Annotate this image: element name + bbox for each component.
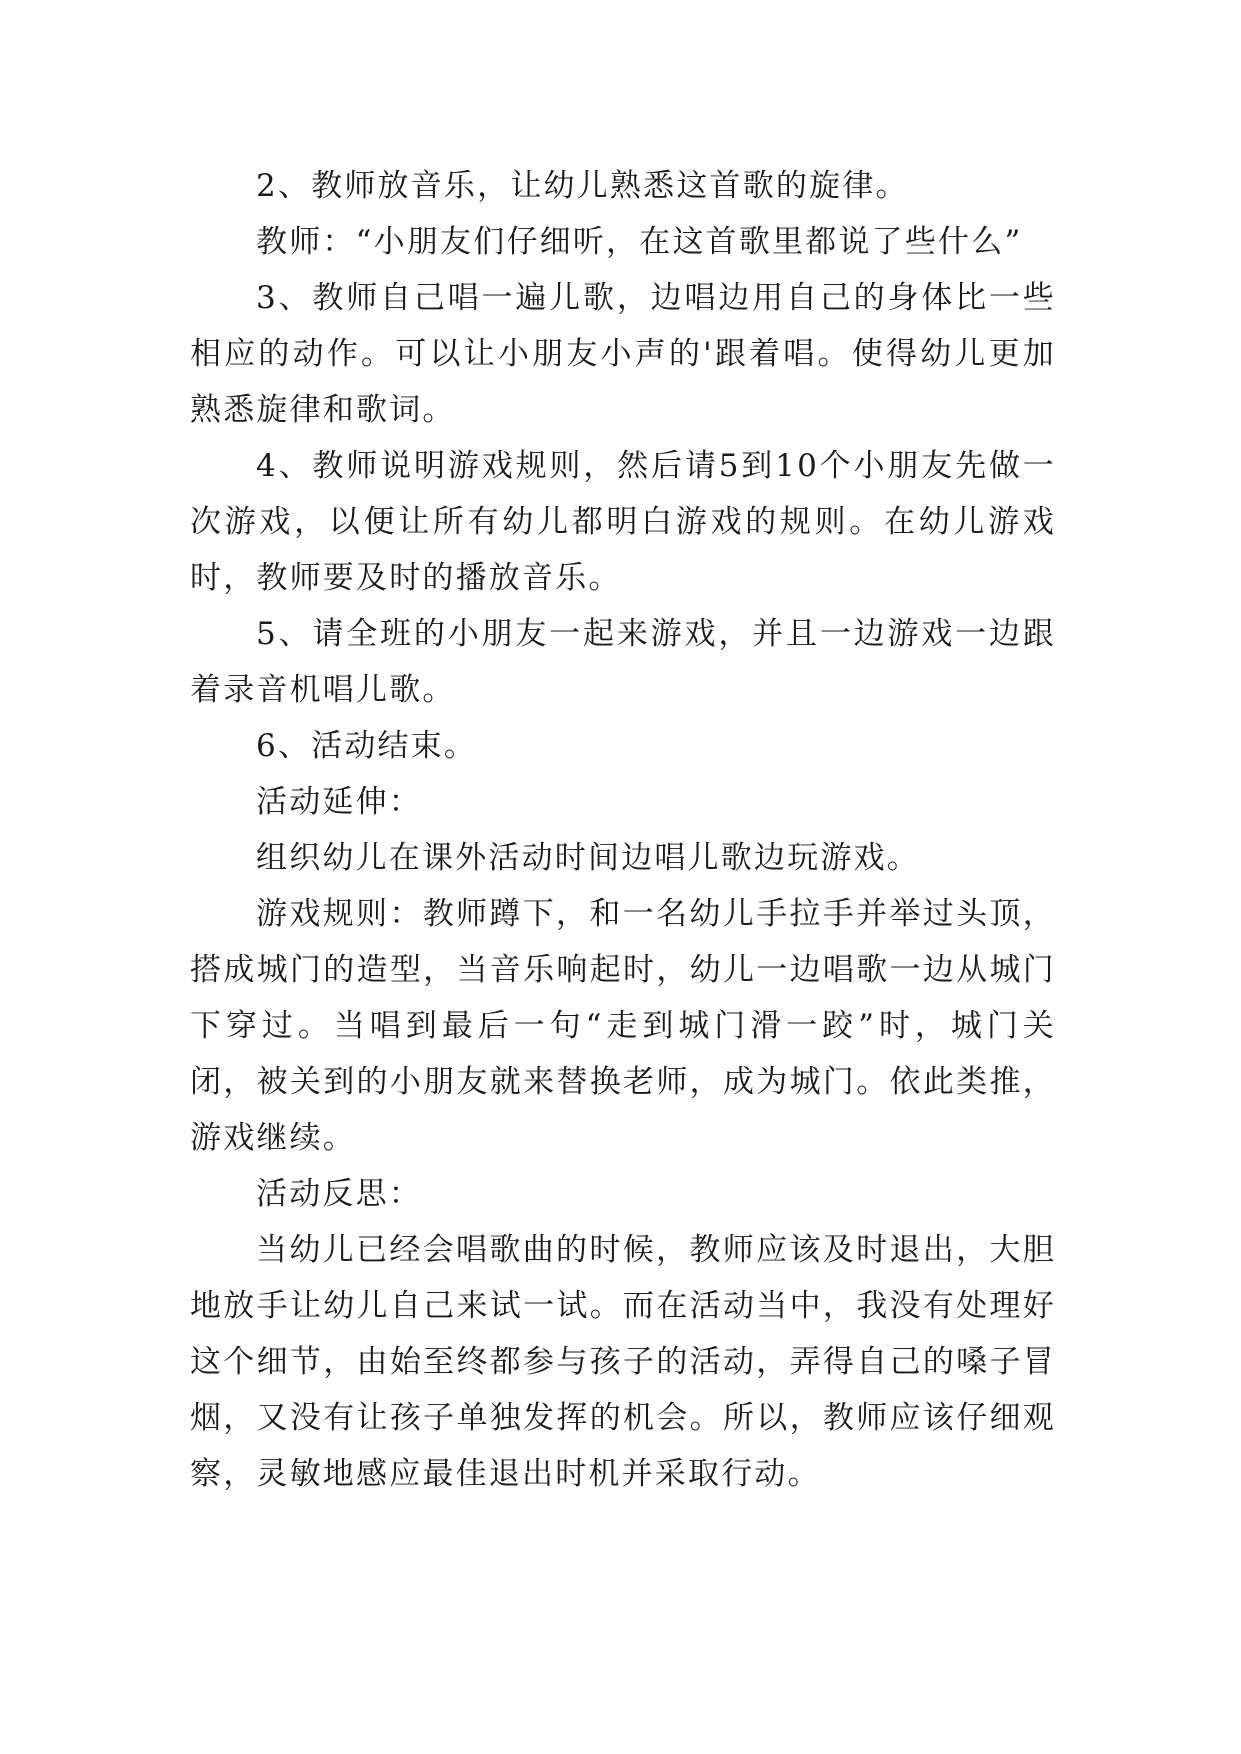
heading-activity-extension: 活动延伸：	[256, 784, 422, 820]
document-body	[190, 158, 1056, 1502]
heading-activity-reflection: 活动反思：	[256, 1176, 422, 1212]
paragraph-step-6: 6、活动结束。	[256, 728, 478, 764]
paragraph-game-rules: 游戏规则：教师蹲下，和一名幼儿手拉手并举过头顶，搭成城门的造型，当音乐响起时，幼儿一边唱歌一边从城门下穿过。当唱到最后一句“走到城门滑一跤”时，城门关闭，被关到的小朋友就来替换老师，成为城门。依此类推，游戏继续。	[190, 896, 1056, 1156]
paragraph-step-5: 5、请全班的小朋友一起来游戏，并且一边游戏一边跟着录音机唱儿歌。	[190, 616, 1056, 708]
paragraph-reflection-content: 当幼儿已经会唱歌曲的时候，教师应该及时退出，大胆地放手让幼儿自己来试一试。而在活动当中，我没有处理好这个细节，由始至终都参与孩子的活动，弄得自己的嗓子冒烟，又没有让孩子单独发挥的机会。所以，教师应该仔细观察，灵敏地感应最佳退出时机并采取行动。	[190, 1232, 1056, 1492]
paragraph-teacher-quote: 教师：“小朋友们仔细听，在这首歌里都说了些什么”	[256, 224, 1023, 260]
paragraph-step-2: 2、教师放音乐，让幼儿熟悉这首歌的旋律。	[256, 168, 909, 204]
paragraph-extension-content: 组织幼儿在课外活动时间边唱儿歌边玩游戏。	[256, 840, 920, 876]
paragraph-step-3: 3、教师自己唱一遍儿歌，边唱边用自己的身体比一些相应的动作。可以让小朋友小声的'跟着唱。使得幼儿更加熟悉旋律和歌词。	[190, 280, 1056, 428]
paragraph-step-4: 4、教师说明游戏规则，然后请5到10个小朋友先做一次游戏，以便让所有幼儿都明白游戏的规则。在幼儿游戏时，教师要及时的播放音乐。	[190, 448, 1056, 596]
